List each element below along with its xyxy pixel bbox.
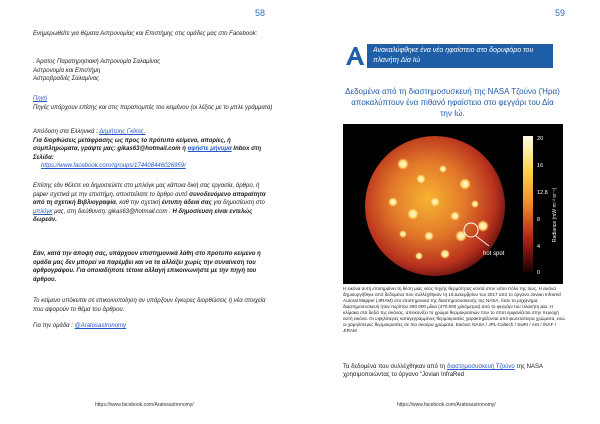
translation-section [33, 128, 275, 171]
group-item[interactable]: Αστρονομία και Επιστήμη [33, 67, 101, 74]
facebook-group-link[interactable]: https://www.facebook.com//groups/174408446026959/ [41, 163, 186, 170]
permission-bold: Η δημοσίευση είναι εντελώς δωρεάν. [33, 208, 253, 224]
colorbar-tick: 16 [537, 163, 544, 169]
article-headline: Δεδομένα από τη διαστημοσυσκευή της NASA Τζούνο (Ήρα) αποκαλύπτουν ένα πιθανό ηφαίστειο στο φεγγάρι του Δία την Ιώ. [345, 87, 560, 118]
closing-link[interactable]: @Aratosastronomy [74, 323, 127, 329]
intro-text: Ενημερωθείτε για θέματα Αστρονομίας και Επιστήμης στις ομάδες μας στο Facebook: [33, 31, 258, 37]
page-number: 58 [255, 8, 266, 18]
body-text: Τα δεδομένα που συλλέχθηκαν από τη [343, 364, 447, 370]
corrections-text: Για διορθώσεις μετάφρασης ως προς το πρότυπο κείμενο, απορίες, ή συμπληρώματα, γράψτε μας: gikas63@hotmail.com ή [33, 137, 231, 153]
article-body [343, 363, 565, 379]
io-infrared-figure [343, 124, 563, 284]
source-heading[interactable]: Πηγή [33, 96, 48, 102]
translator-link[interactable]: Δημήτρης Γκίκας. [99, 129, 146, 135]
colorbar-tick: 4 [537, 244, 541, 250]
article-banner [343, 44, 553, 68]
figure-caption: Η εικόνα αυτή επισημαίνει τη θέση μιας νέας πηγής θερμότητας κοντά στον νότιο πόλο της Ιούς. Η εικόνα δημιουργήθηκε από δεδομένα που συλλέχθηκαν τη 16 Δεκεμβρίου του 2017 από το όργανο Jovian Infrared Auroral Mapper (JIRAM) στο επιστημονικό της διαστημοσυσκευής της NASA, όταν το μηχάνημα διαστημοσυσκευή ήταν περίπου 290.000 μίλια (470.000 χιλιόμετρα) από το φεγγάρι του πλανήτη Δία. Η κλίμακα στα δεξιά της εικόνας, απεικονίζει το χρώμα θερμοκρασιών που το σποτ εμφανίζεται στην περιοχή αυτή εικόνα. Οι υψηλότερες καταγεγραμμένες θερμοκρασίες χαρακτηρίζονται από φωτεινότερα χρώματα, ενώ οι χαμηλότερες θερμοκρασίες σε πιο σκούρα χρώματα. Εικόνα: NASA / JPL-Caltech / SwRI / ASI / INAF / JIRAM [343, 286, 565, 333]
page-number: 59 [555, 8, 566, 18]
closing-line [33, 322, 275, 331]
permission-text: μας, στη διεύθυνση: gikas63@hotmail.com . [52, 208, 173, 215]
body-text: της NASA χρησιμοποιώντας το όργανο "Jovian InfraRed [343, 364, 543, 378]
page-footer[interactable]: https://www.facebook.com/Aratosastronomy/ [397, 402, 496, 408]
group-item[interactable]: . Άρατος Παρατηρησιακή Αστρονομία Σαλαμίνας [33, 59, 161, 65]
error-notice: Εάν, κατά την άποψή σας, υπάρχουν επιστημονικά λάθη στο πρότυπο κείμενο η ομάδα μας δεν μπορεί να παρέμβει και να τα αλλάξει χωρίς την συναίνεση του αρθρογράφου. Για οποιαδήποτε τέτοια αλλαγή επικοινωνήστε με την πηγή του άρθρου. [33, 251, 261, 283]
translator-notice: Το κείμενο υπόκειται σε επικοινοποίηση αν υπάρξουν έγκυρες διορθώσεις ή νέα στοιχεία που αφορούν το θέμα του άρθρου. [33, 298, 266, 313]
logo-letter: A [363, 64, 365, 66]
group-list [33, 58, 275, 84]
source-section [33, 95, 275, 112]
permission-text: , καθ την σχετική [115, 200, 162, 207]
hot-spot-label: hot spot [483, 251, 505, 257]
colorbar-tick: 20 [537, 136, 544, 142]
source-text: Πηγές υπάρχουν επίσης και στις παραπομπές του κειμένου (οι λέξεις με το μπλε γράμματα) [33, 104, 273, 111]
page-footer[interactable]: https://www.facebook.com/Aratosastronomy/ [95, 402, 194, 408]
closing-label: Για την ομάδα : [33, 323, 75, 329]
right-page [300, 0, 600, 424]
permission-bold: συνοδευόμενο απαραίτητα από τη σχετική Βιβλιογραφία [33, 191, 266, 207]
permission-text: για δημοσίευση στο [211, 200, 265, 207]
permission-text: Επίσης εάν θέλετε να δημοσιεύετε στο μπλόγκ μας κάποια δική σας εργασία, άρθρο, ή paper σχετικά με την επιστήμη, αποστείλατε το άρθρο αυτό [33, 183, 260, 198]
colorbar-tick: 0 [537, 270, 541, 276]
juno-link[interactable]: διαστημοσυσκευή Τζούνο [446, 364, 515, 370]
aratos-logo [343, 44, 367, 68]
translation-label: Απόδοση στα Ελληνικά : [33, 129, 100, 135]
banner-title: Ανακαλύφθηκε ένα νέο ηφαίστειο στο δορυφόρο του πλανήτη Δία Ιώ [373, 47, 534, 64]
facebook-intro [33, 30, 275, 39]
message-link[interactable]: αφήστε μήνυμα [187, 146, 232, 153]
blog-link[interactable]: μπλόγκ [33, 208, 53, 215]
permission-section [33, 182, 275, 225]
colorbar-title: Radiance (mW m⁻² sr⁻¹) [552, 187, 558, 242]
inbox-text: Inbox στη Σελίδα: [33, 146, 262, 161]
group-item[interactable]: Αστροβραδιές Σαλαμίνας [33, 76, 99, 83]
colorbar-tick: 12.8 [537, 190, 548, 196]
permission-bold: έντυπη άδεια σας [161, 200, 212, 207]
colorbar-tick: 8 [537, 217, 541, 223]
